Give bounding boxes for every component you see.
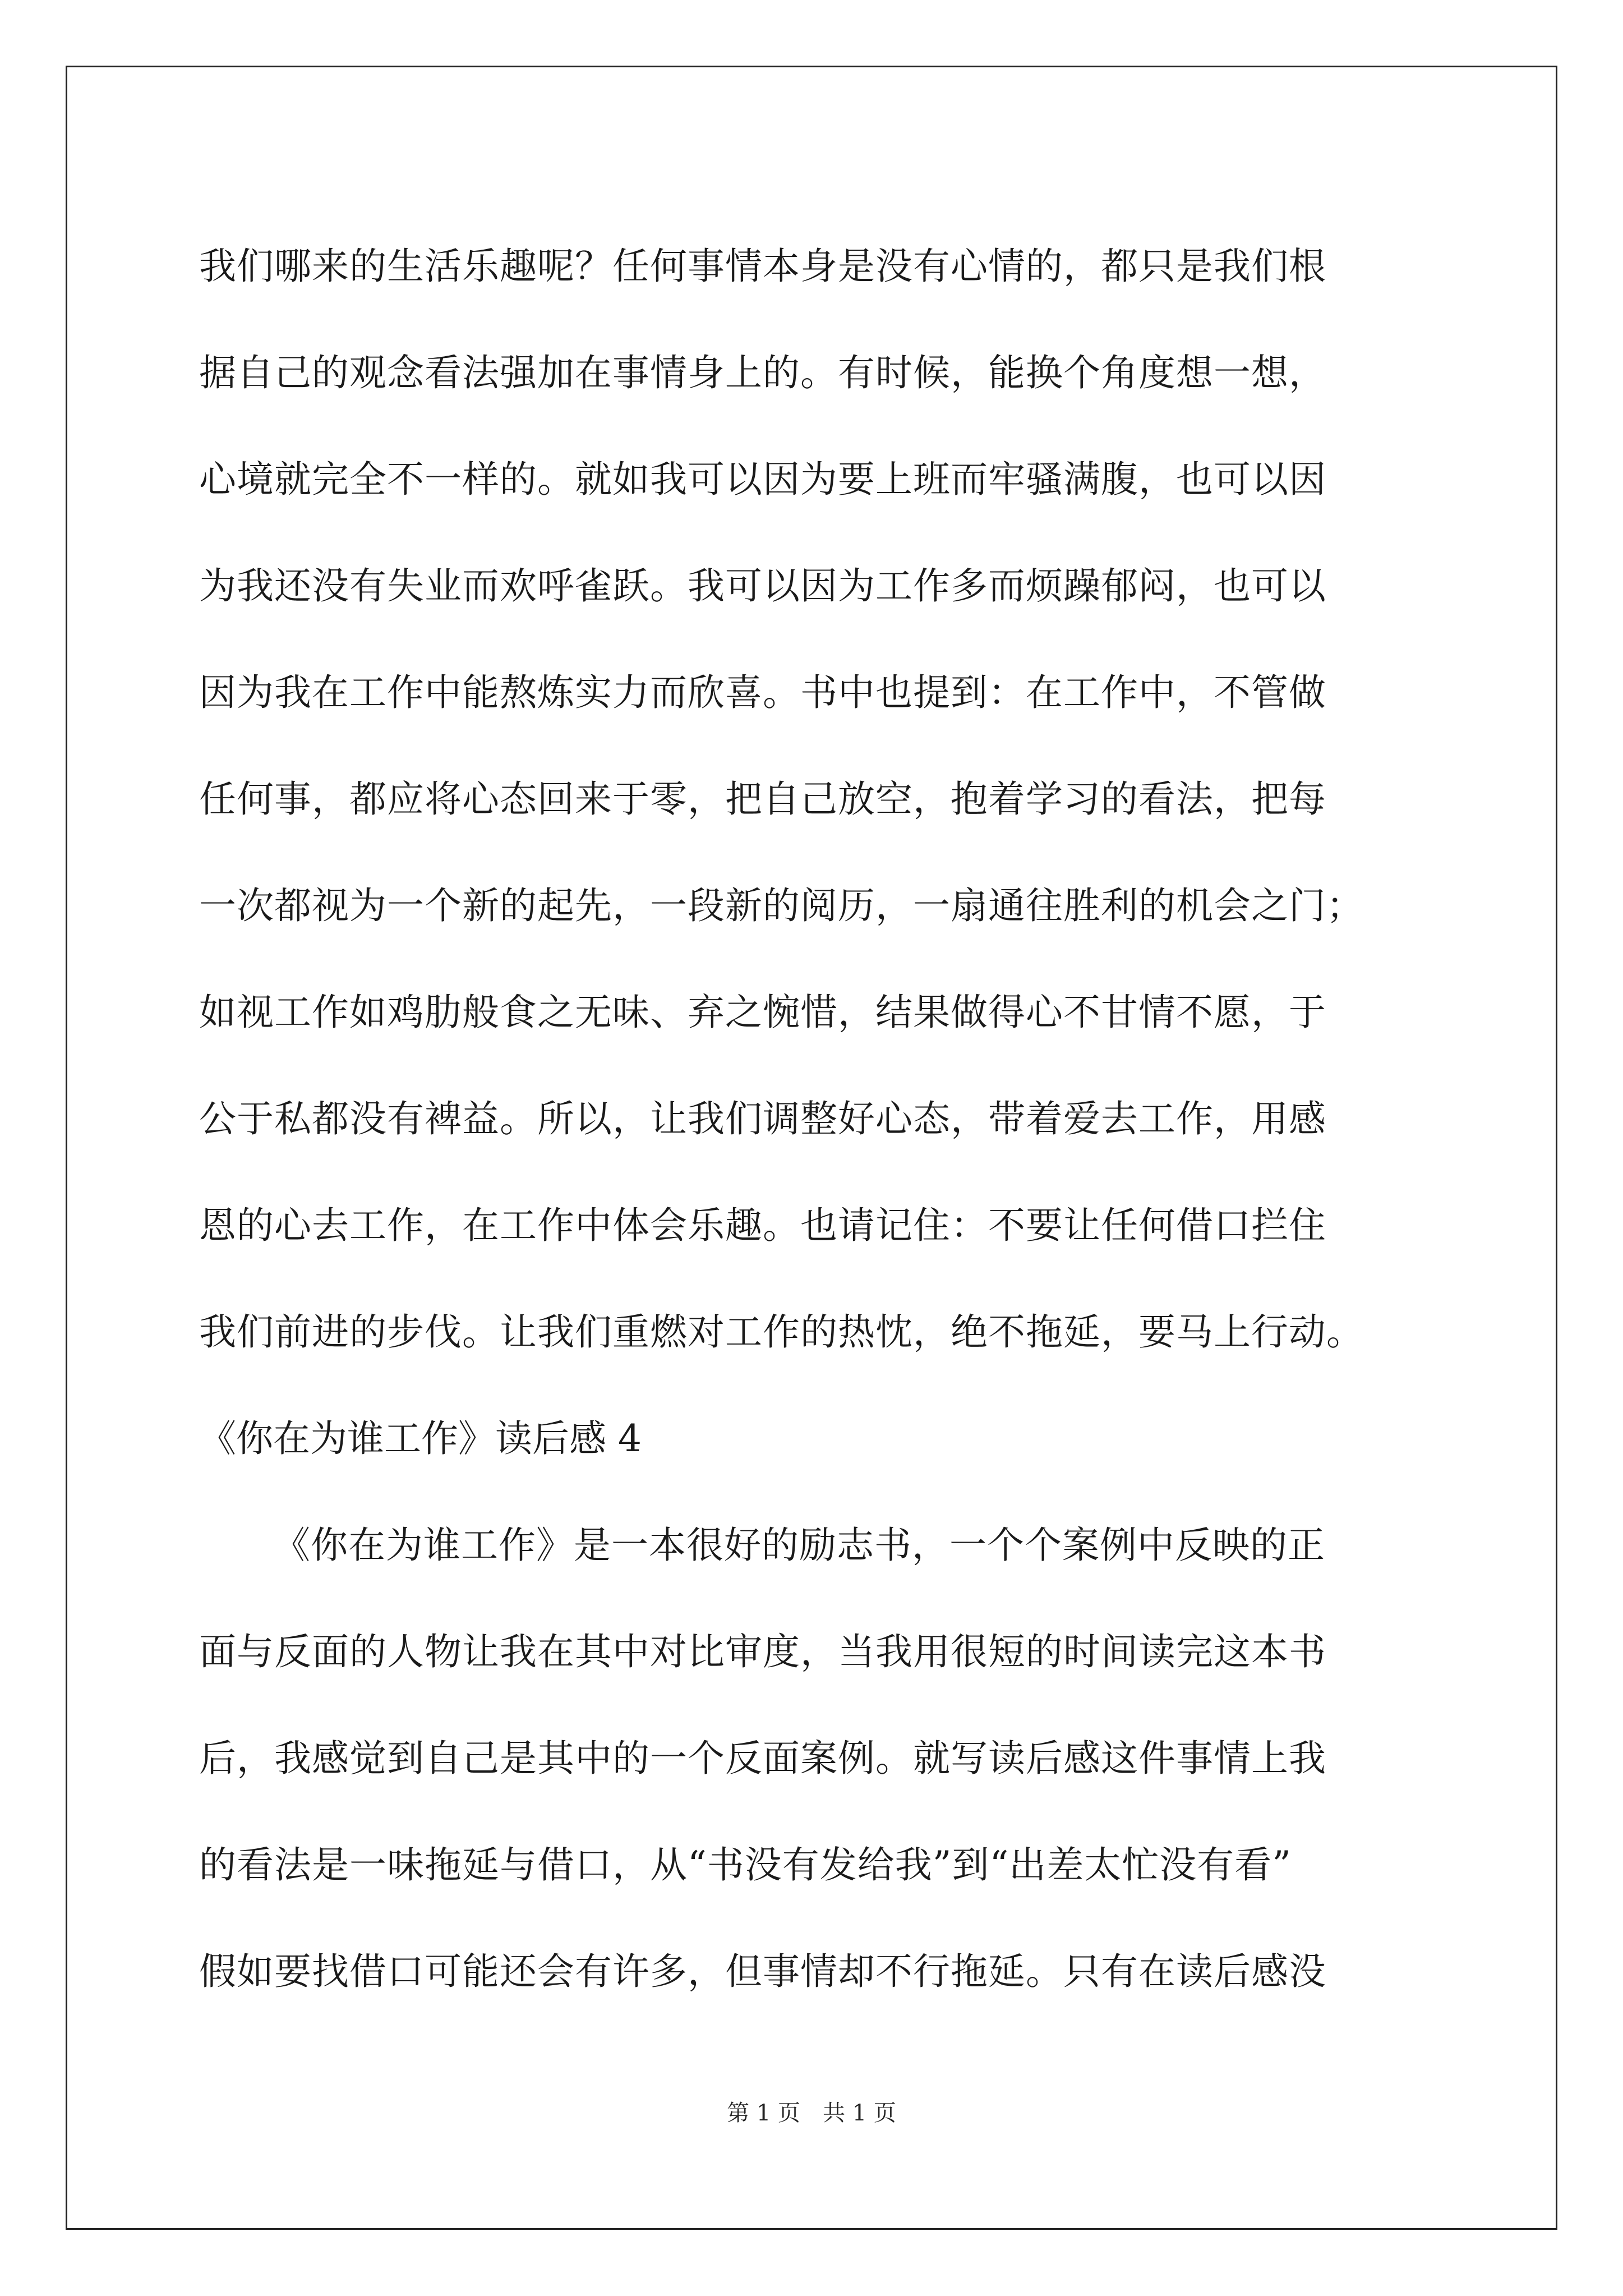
text-line: 任何事，都应将心态回来于零，把自己放空，抱着学习的看法，把每 bbox=[199, 777, 1326, 821]
text-line: 一次都视为一个新的起先，一段新的阅历，一扇通往胜利的机会之门； bbox=[199, 884, 1364, 927]
page-footer bbox=[0, 2095, 1623, 2127]
text-line: 面与反面的人物让我在其中对比审度，当我用很短的时间读完这本书 bbox=[199, 1630, 1326, 1673]
text-line: 据自己的观念看法强加在事情身上的。有时候，能换个角度想一想， bbox=[199, 351, 1326, 394]
text-line: 后，我感觉到自己是其中的一个反面案例。就写读后感这件事情上我 bbox=[199, 1737, 1326, 1780]
text-line: 我们哪来的生活乐趣呢？任何事情本身是没有心情的，都只是我们根 bbox=[199, 245, 1326, 288]
text-line: 公于私都没有裨益。所以，让我们调整好心态，带着爱去工作，用感 bbox=[199, 1097, 1326, 1140]
text-line: 的看法是一味拖延与借口，从“书没有发给我”到“出差太忙没有看” bbox=[199, 1843, 1292, 1887]
text-line: 因为我在工作中能熬炼实力而欣喜。书中也提到：在工作中，不管做 bbox=[199, 671, 1326, 714]
text-line: 心境就完全不一样的。就如我可以因为要上班而牢骚满腹，也可以因 bbox=[199, 458, 1326, 501]
paragraph-first-line: 《你在为谁工作》是一本很好的励志书，一个个案例中反映的正 bbox=[273, 1524, 1325, 1567]
page-total: 共 1 页 bbox=[823, 2100, 896, 2126]
section-heading: 《你在为谁工作》读后感 4 bbox=[199, 1417, 642, 1460]
page-number: 第 1 页 bbox=[727, 2100, 800, 2126]
document-body bbox=[199, 213, 1433, 2025]
text-line: 我们前进的步伐。让我们重燃对工作的热忱，绝不拖延，要马上行动。 bbox=[199, 1310, 1364, 1354]
text-line: 为我还没有失业而欢呼雀跃。我可以因为工作多而烦躁郁闷，也可以 bbox=[199, 564, 1326, 608]
text-line: 恩的心去工作，在工作中体会乐趣。也请记住：不要让任何借口拦住 bbox=[199, 1204, 1326, 1247]
text-line: 如视工作如鸡肋般食之无味、弃之惋惜，结果做得心不甘情不愿，于 bbox=[199, 991, 1326, 1034]
text-line: 假如要找借口可能还会有许多，但事情却不行拖延。只有在读后感没 bbox=[199, 1950, 1326, 1993]
